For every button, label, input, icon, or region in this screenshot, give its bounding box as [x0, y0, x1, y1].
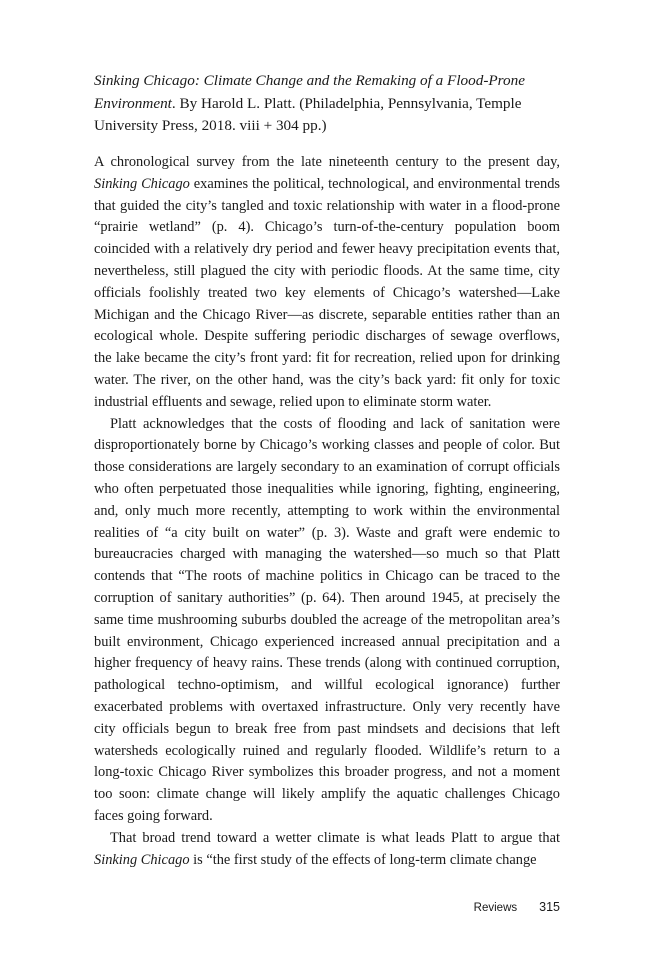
paragraph-2-text: Platt acknowledges that the costs of flooding and lack of sanitation were disproportionately borne by Chicago’s working classes and people of color. But those considerations are largely secondary to an examination of corrupt officials who often perpetuated those inequalities while ignoring, fighting, engineering, and, only much more recently, attempting to work within the environmental realities of “a city built on water” (p. 3). Waste and graft were endemic to bureaucracies charged with managing the watershed—so much so that Platt contends that “The roots of machine politics in Chicago can be traced to the corruption of sanitary authorities” (p. 64). Then around 1945, at precisely the same time mushrooming suburbs doubled the acreage of the metropolitan area’s built environment, Chicago experienced increased annual precipitation and a higher frequency of heavy rains. These trends (along with continued corruption, pathological techno-optimism, and willful ecological ignorance) further exacerbated problems with overtaxed infrastructure. Only very recently have city officials begun to break free from past mindsets and decisions that left watersheds ecologically ruined and regularly flooded. Wildlife’s return to a long-toxic Chicago River symbolizes this broader progress, and not a moment too soon: climate change will likely amplify the aquatic challenges Chicago faces going forward.: [94, 415, 560, 824]
book-details: . By Harold L. Platt. (Philadelphia, Pennsylvania, Temple University Press, 2018. viii + 304 pp.): [94, 94, 522, 135]
review-paragraph-3: [94, 828, 560, 872]
section-label: Reviews: [473, 902, 518, 914]
paragraph-3-lead: That broad trend toward a wetter climate is what leads Platt to argue that: [110, 829, 560, 846]
book-title: Sinking Chicago: Climate Change and the Remaking of a Flood-Prone Environment: [94, 72, 525, 112]
paragraph-1-text: examines the political, technological, and environmental trends that guided the city’s tangled and toxic relationship with water in a flood-prone “prairie wetland” (p. 4). Chicago’s turn-of-the-century population boom coincided with a relatively dry period and fewer heavy precipitation events that, nevertheless, still plagued the city with periodic floods. At the same time, city officials foolishly treated two key elements of Chicago’s watershed—Lake Michigan and the Chicago River—as discrete, separable entities rather than an ecological whole. Despite suffering periodic discharges of sewage overflows, the lake became the city’s front yard: fit for recreation, relied upon for drinking water. The river, on the other hand, was the city’s back yard: fit only for toxic industrial effluents and sewage, relied upon to eliminate storm water.: [94, 175, 561, 410]
review-body: [94, 152, 560, 871]
paragraph-1-lead: A chronological survey from the late nineteenth century to the present day,: [94, 154, 560, 170]
review-paragraph-1: [94, 152, 560, 414]
review-paragraph-2: [94, 414, 560, 828]
book-citation: [94, 70, 564, 138]
paragraph-1-book-title: Sinking Chicago: [94, 175, 190, 192]
page-footer: [474, 900, 560, 914]
page-number: 315: [539, 900, 560, 914]
paragraph-3-text: is “the first study of the effects of long-term climate change: [189, 851, 537, 868]
paragraph-3-book-title: Sinking Chicago: [94, 851, 190, 868]
